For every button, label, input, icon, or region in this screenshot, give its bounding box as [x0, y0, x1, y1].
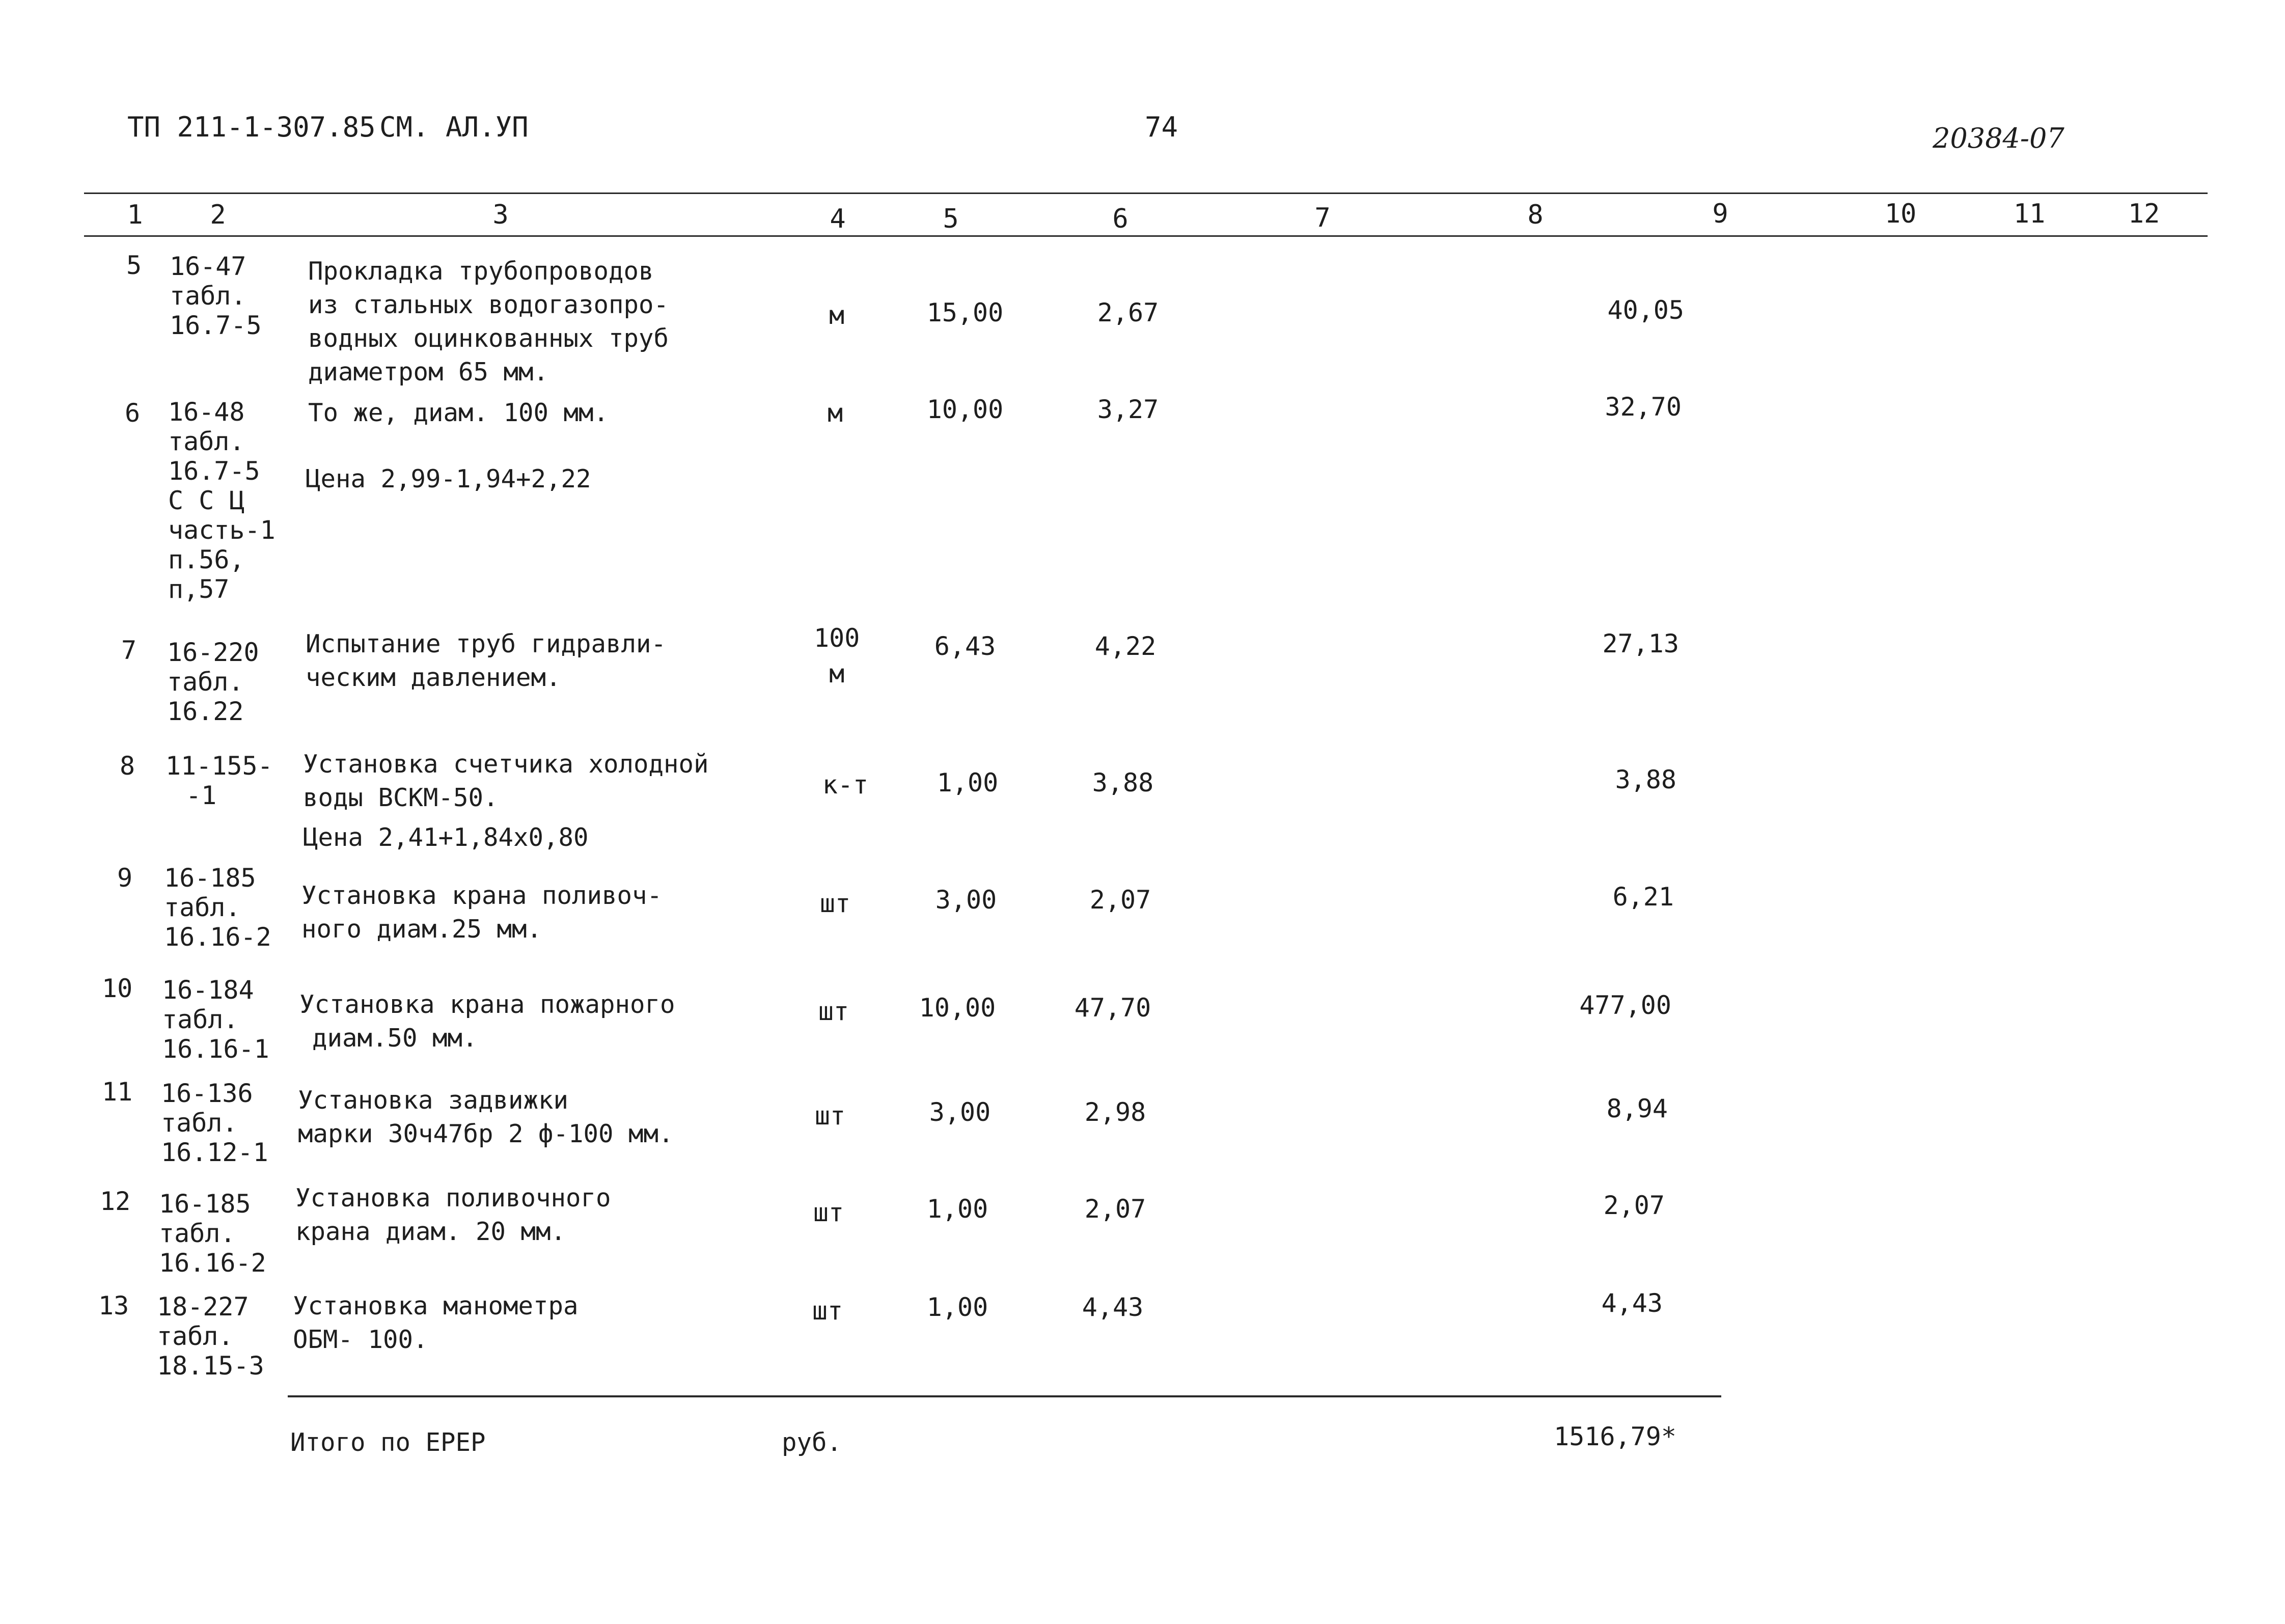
doc-code: ТП 211-1-307.85	[127, 111, 376, 143]
quantity: 6,43	[934, 631, 996, 661]
column-number-11: 11	[2013, 199, 2046, 229]
row-total: 32,70	[1605, 392, 1682, 422]
row-number: 7	[121, 636, 137, 665]
pricing-code: 11-155- -1	[166, 751, 273, 810]
unit-price: 3,27	[1097, 395, 1159, 424]
row-number: 8	[120, 751, 135, 781]
row-total: 4,43	[1601, 1288, 1663, 1318]
row-total: 3,88	[1615, 765, 1676, 794]
work-description: Установка крана пожарного диам.50 мм.	[299, 990, 675, 1053]
column-number-10: 10	[1884, 199, 1917, 229]
unit: м	[827, 398, 843, 428]
unit: шт	[814, 1101, 846, 1131]
column-number-12: 12	[2128, 199, 2160, 229]
row-total: 2,07	[1603, 1191, 1665, 1220]
column-number-2: 2	[210, 200, 226, 230]
unit-price: 47,70	[1074, 993, 1151, 1023]
row-total: 8,94	[1606, 1094, 1668, 1123]
pricing-code: 16-136 табл. 16.12-1	[161, 1079, 268, 1167]
row-total: 27,13	[1602, 629, 1679, 658]
unit-price: 3,88	[1092, 768, 1154, 797]
column-number-7: 7	[1314, 203, 1331, 233]
pricing-code: 16-47 табл. 16.7-5	[170, 252, 262, 340]
work-description: Прокладка трубопроводов из стальных водогазопро- водных оцинкованных труб диаметром 65 мм.	[308, 257, 669, 387]
row-number: 10	[102, 974, 133, 1003]
unit-price: 2,07	[1089, 885, 1151, 915]
quantity: 3,00	[935, 885, 997, 915]
pricing-code: 16-220 табл. 16.22	[167, 638, 259, 726]
quantity: 1,00	[926, 1292, 988, 1322]
summary-total: 1516,79*	[1554, 1422, 1676, 1451]
work-description: Установка крана поливоч- ного диам.25 мм.	[301, 881, 663, 944]
work-description: Испытание труб гидравли- ческим давлением.	[306, 629, 667, 692]
unit: шт	[818, 997, 849, 1026]
quantity: 10,00	[919, 993, 996, 1023]
registry-number: 20384-07	[1933, 122, 2064, 154]
pricing-code: 16-185 табл. 16.16-2	[159, 1189, 266, 1278]
unit-price: 4,22	[1094, 631, 1157, 661]
work-description: Установка задвижки марки 30ч47бр 2 ф-100 мм.	[298, 1086, 674, 1148]
quantity: 3,00	[929, 1097, 991, 1127]
column-number-5: 5	[943, 204, 959, 234]
row-number: 6	[125, 398, 141, 428]
row-number: 9	[117, 863, 133, 893]
page-number: 74	[1145, 111, 1178, 143]
price-note: Цена 2,41+1,84х0,80	[303, 823, 589, 852]
sheet-reference: СМ. АЛ.УП	[379, 111, 529, 143]
quantity: 1,00	[937, 768, 999, 797]
summary-unit: руб.	[782, 1428, 842, 1457]
row-total: 40,05	[1607, 295, 1684, 325]
row-number: 13	[98, 1291, 129, 1320]
unit-price: 4,43	[1082, 1292, 1144, 1322]
price-note: Цена 2,99-1,94+2,22	[306, 464, 591, 493]
quantity: 15,00	[926, 298, 1004, 327]
summary-label: Итого по ЕРЕР	[290, 1428, 486, 1457]
pricing-code: 16-184 табл. 16.16-1	[162, 975, 269, 1064]
column-number-4: 4	[830, 204, 846, 234]
unit-price: 2,67	[1097, 298, 1159, 327]
work-description: То же, диам. 100 мм.	[308, 398, 609, 427]
row-total: 6,21	[1612, 882, 1674, 912]
summary-rule	[288, 1395, 1721, 1397]
work-description: Установка счетчика холодной воды ВСКМ-50.	[303, 750, 709, 812]
unit: шт	[812, 1296, 843, 1326]
work-description: Установка манометра ОБМ- 100.	[293, 1291, 579, 1354]
unit: шт	[819, 889, 851, 918]
unit: шт	[813, 1198, 844, 1227]
row-number: 12	[100, 1187, 131, 1216]
column-number-3: 3	[492, 200, 509, 230]
header-bottom-rule	[84, 235, 2208, 237]
column-number-6: 6	[1112, 204, 1128, 234]
column-number-8: 8	[1527, 200, 1544, 230]
pricing-code: 18-227 табл. 18.15-3	[157, 1292, 264, 1381]
unit: 100 м	[814, 623, 860, 689]
row-number: 5	[126, 251, 142, 280]
unit-price: 2,98	[1084, 1097, 1146, 1127]
pricing-code: 16-48 табл. 16.7-5 С С Ц часть-1 п.56, п,57	[168, 397, 276, 604]
header-top-rule	[84, 192, 2208, 194]
pricing-code: 16-185 табл. 16.16-2	[164, 863, 271, 952]
quantity: 1,00	[926, 1194, 988, 1224]
unit: м	[829, 300, 845, 330]
work-description: Установка поливочного крана диам. 20 мм.	[295, 1183, 611, 1246]
column-number-1: 1	[127, 200, 143, 230]
row-number: 11	[102, 1077, 133, 1107]
row-total: 477,00	[1579, 990, 1671, 1020]
unit-price: 2,07	[1084, 1194, 1146, 1224]
column-number-9: 9	[1712, 199, 1728, 229]
unit: к-т	[822, 770, 869, 800]
quantity: 10,00	[926, 395, 1004, 424]
